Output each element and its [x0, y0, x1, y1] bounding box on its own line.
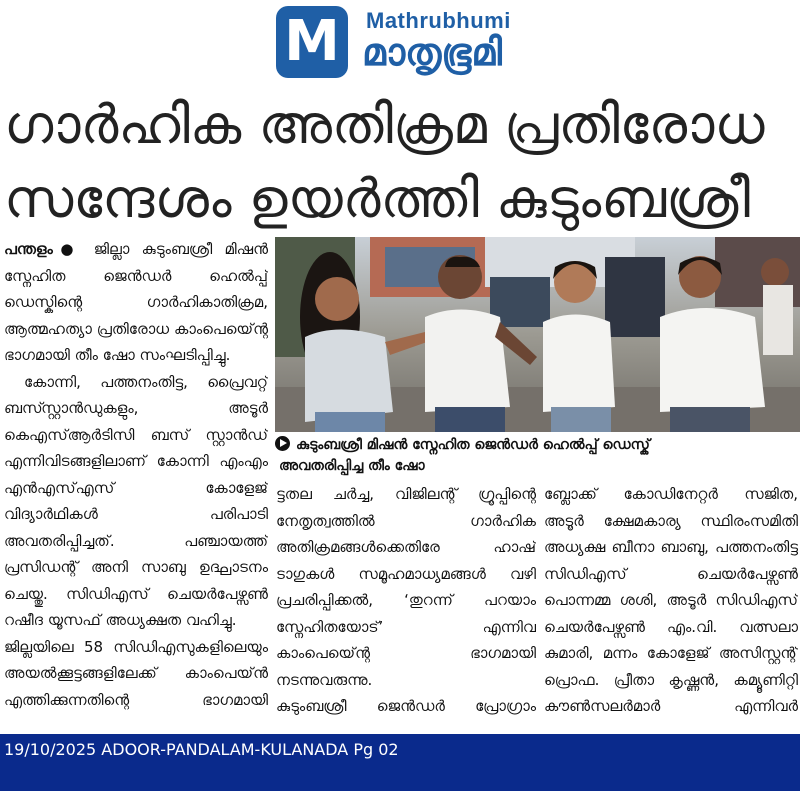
brand-name-malayalam: മാതൃഭൂമി	[362, 30, 502, 74]
dateline: പന്തളം	[4, 240, 53, 258]
brand-name-english: Mathrubhumi	[366, 8, 511, 33]
mathrubhumi-logo: M	[276, 6, 348, 78]
article-column-2	[276, 481, 536, 717]
paragraph-1: ജില്ലാ കുടുംബശ്രീ മിഷൻ സ്നേഹിത ജെൻഡർ ഹെൽപ്പ് ഡെസ്കിന്റെ ഗാർഹികാതിക്രമ, ആത്മഹത്യാ പ്രതിരോധ കാംപെയ്ന്റെ ഭാഗമായി തീം ഷോ സംഘടിപ്പിച്ചു.	[4, 240, 268, 364]
paragraph-4: ട്ടതല ചർച്ച, വിജിലന്റ് ഗ്രൂപ്പിന്റെ നേതൃത്വത്തിൽ ഗാർഹിക അതിക്രമങ്ങൾക്കെതിരേ ഹാഷ് ടാഗുകൾ സമൂഹമാധ്യമങ്ങൾ വഴി പ്രചരിപ്പിക്കൽ, ‘തുറന്ന് പറയാം സ്നേഹിതയോട്’ എന്നിവ കാംപെയ്ന്റെ ഭാഗമായി നടന്നുവരുന്നു.	[276, 485, 536, 689]
photo-illustration	[275, 237, 800, 432]
photo-caption	[275, 435, 797, 479]
paragraph-2: കോന്നി, പത്തനംതിട്ട, പ്രൈവറ്റ് ബസ്സ്റ്റാൻഡുകളും, അടൂർ കെഎസ്ആർടിസി ബസ് സ്റ്റാൻഡ് എന്നിവിടങ്ങളിലാണ് കോന്നി എംഎം എൻഎസ്എസ് കോളേജ് വിദ്യാർഥികൾ പരിപാടി അവതരിപ്പിച്ചത്. പഞ്ചായത്ത് പ്രസിഡന്റ് അനി സാബു ഉദ്ഘാടനം ചെയ്തു. സിഡിഎസ് ചെയർപേഴ്സൺ റഷീദ യൂസഫ് അധ്യക്ഷത വഹിച്ചു.	[4, 372, 268, 629]
caption-line-1: കുടുംബശ്രീ മിഷൻ സ്നേഹിത ജെൻഡർ ഹെൽപ്പ് ഡെസ്ക്	[296, 437, 650, 453]
paragraph-6: ബ്ലോക്ക് കോഡിനേറ്റർ സജിത, അടൂർ ക്ഷേമകാര്യ സ്ഥിരംസമിതി അധ്യക്ഷ ബീനാ ബാബു, പത്തനംതിട്ട സിഡിഎസ് ചെയർപേഴ്സൺ പൊന്നമ്മ ശശി, അടൂർ സിഡിഎസ് ചെയർപേഴ്സൺ എം.വി. വത്സലാ കുമാരി, മന്നം കോളേജ് അസിസ്റ്റന്റ് പ്രൊഫ. പ്രീതാ കൃഷ്ണൻ, കമ്യൂണിറ്റി കൗൺസലർമാർ എന്നിവർ	[544, 485, 798, 715]
headline-line-1: ഗാർഹിക അതിക്രമ പ്രതിരോധ	[4, 93, 765, 156]
paragraph-5: കുടുംബശ്രീ ജെൻഡർ പ്രോഗ്രാം	[276, 697, 536, 715]
theme-show-photo	[275, 237, 800, 432]
edition-footer-bar	[0, 734, 800, 791]
caption-line-2: അവതരിപ്പിച്ച തീം ഷോ	[279, 458, 425, 474]
article-column-1	[4, 236, 268, 716]
masthead	[0, 0, 800, 88]
play-icon	[275, 436, 290, 451]
headline-line-2: സന്ദേശം ഉയർത്തി കുടുംബശ്രീ	[4, 167, 751, 230]
dateline-separator: ●	[52, 240, 94, 258]
paragraph-3: ജില്ലയിലെ 58 സിഡിഎസുകളിലെയും അയൽക്കൂട്ടങ്ങളിലേക്ക് കാംപെയ്ൻ എത്തിക്കുന്നതിന്റെ ഭാഗമായി	[4, 637, 268, 709]
edition-info: 19/10/2025 ADOOR-PANDALAM-KULANADA Pg 02	[4, 740, 399, 759]
article-column-3	[544, 481, 798, 717]
